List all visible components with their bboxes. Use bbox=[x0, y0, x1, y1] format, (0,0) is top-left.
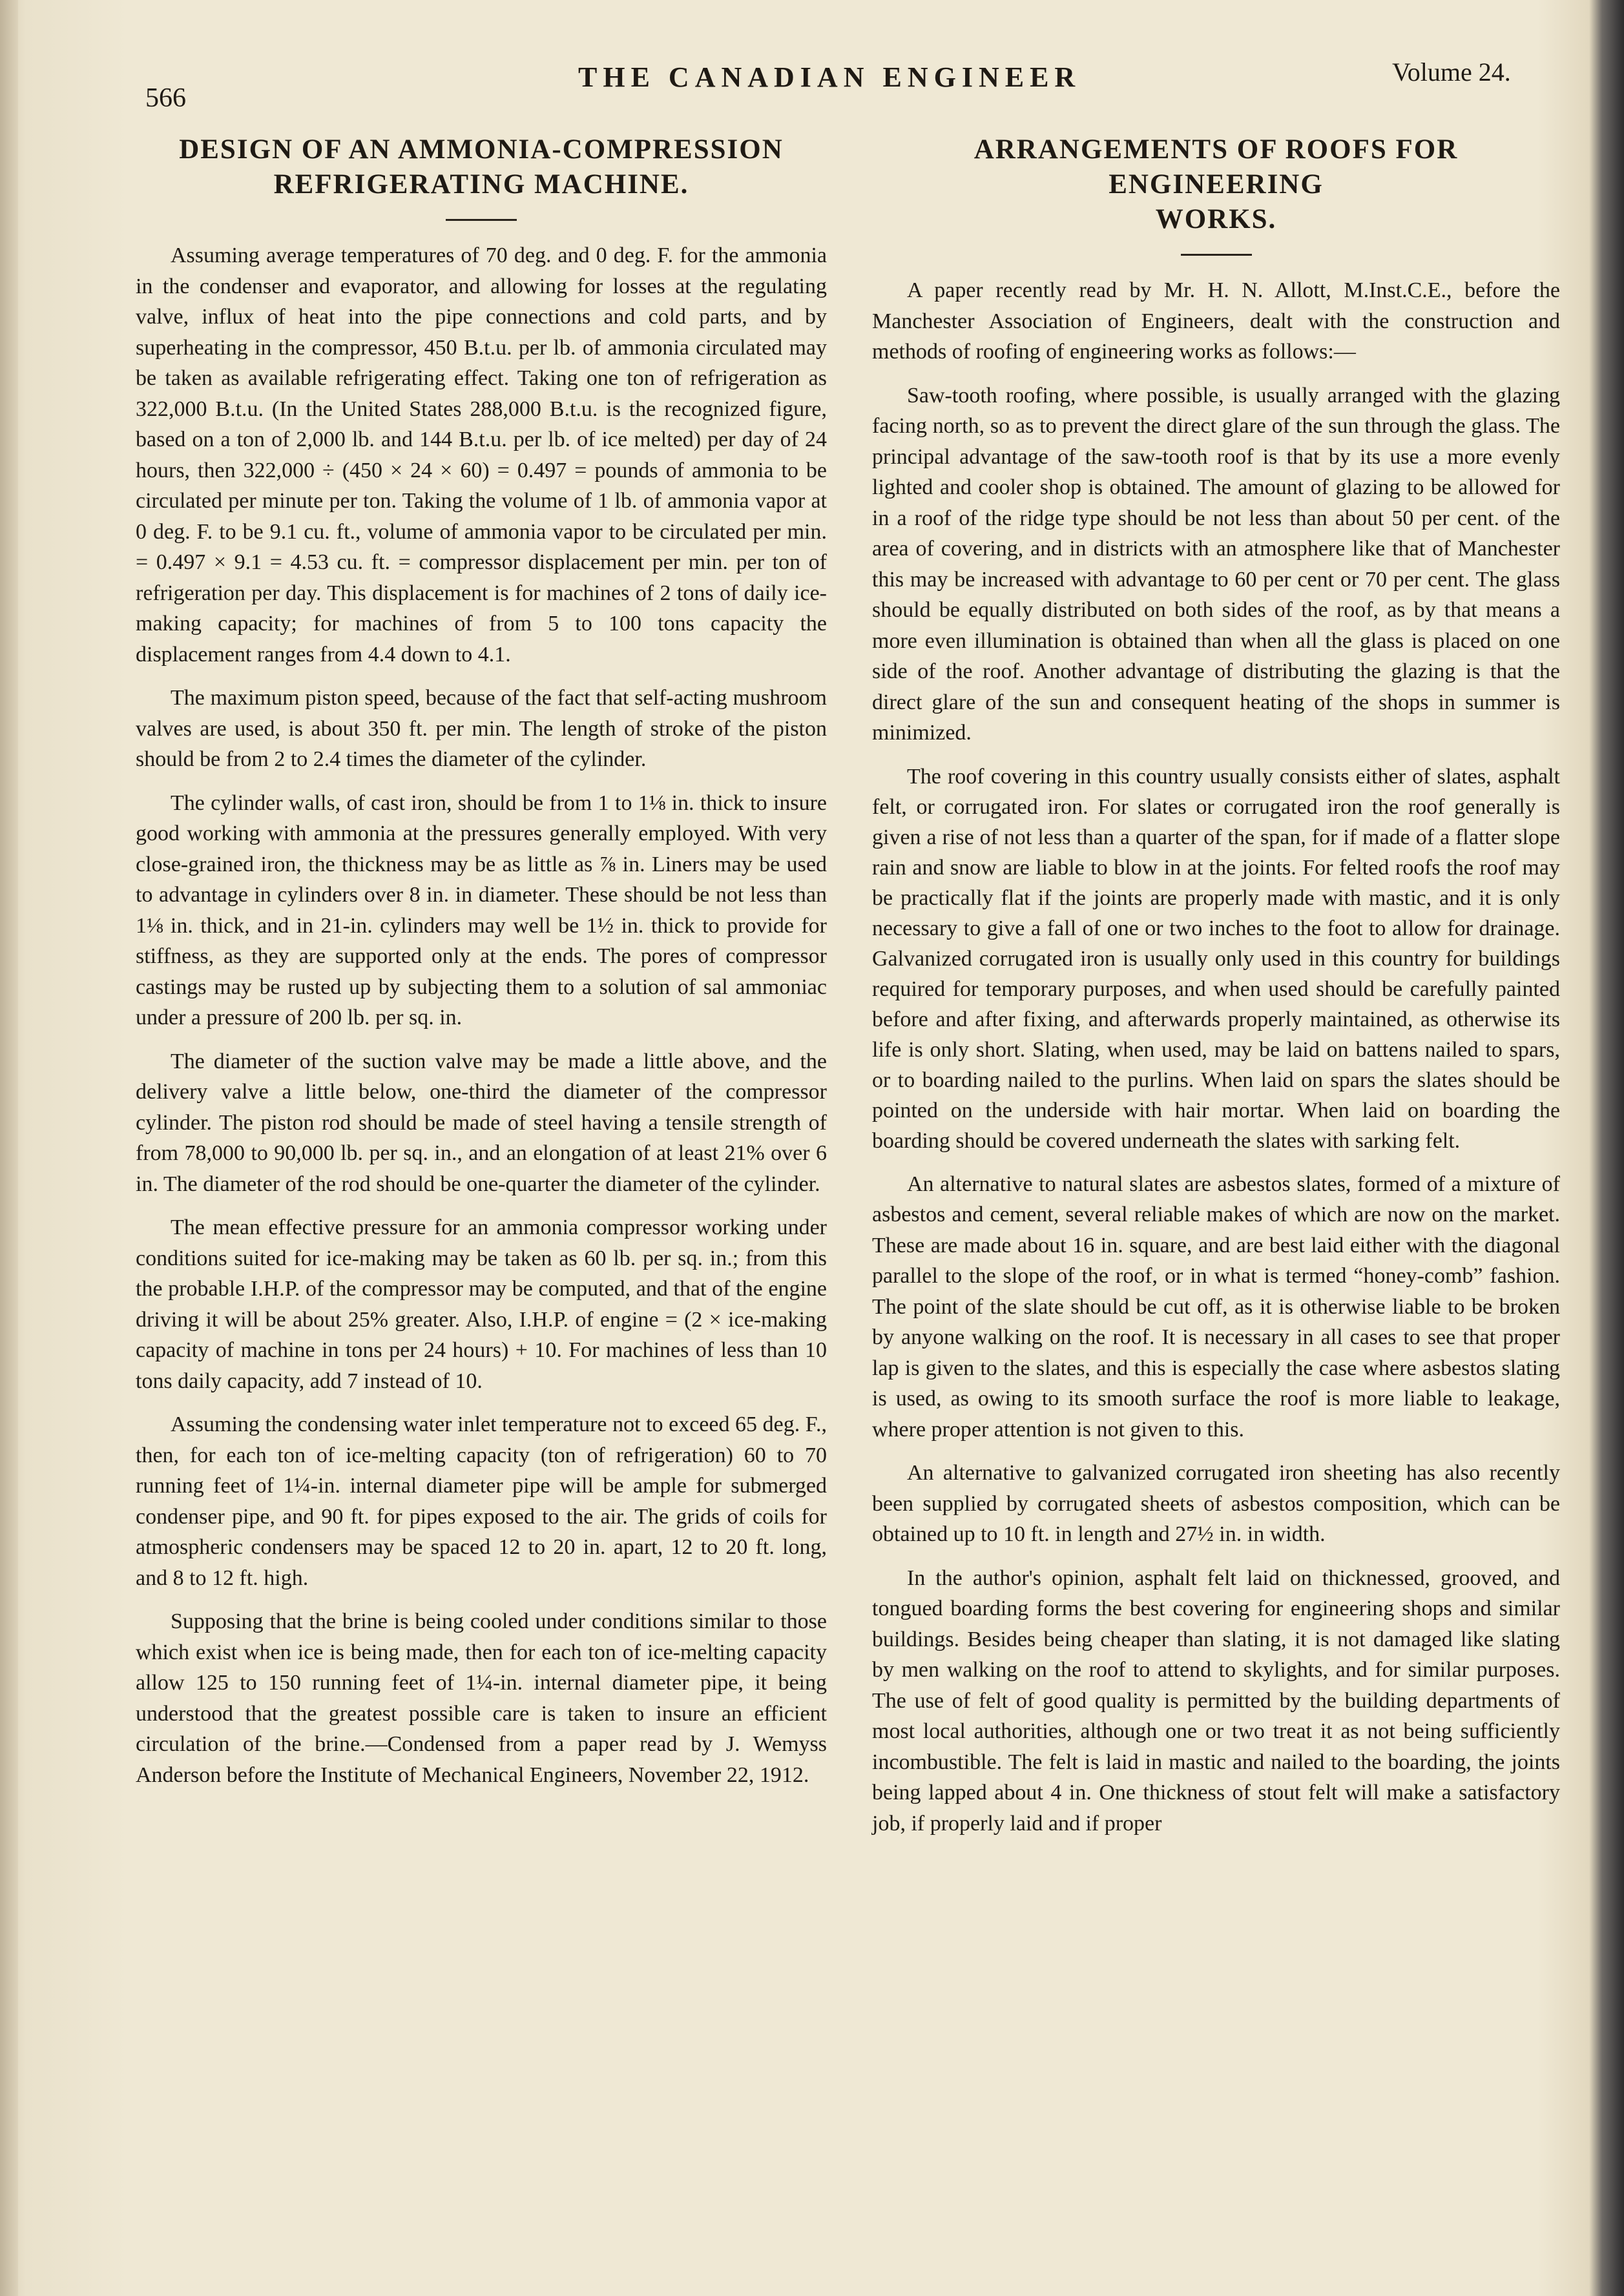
paragraph: A paper recently read by Mr. H. N. Allott, M.Inst.C.E., before the Manchester Association of Engineers, dealt with the construction and methods of roofing of engineering works as follows:— bbox=[872, 278, 1560, 364]
right-column bbox=[872, 132, 1560, 1852]
paragraph: Assuming average temperatures of 70 deg. and 0 deg. F. for the ammonia in the condenser and evaporator, and allowing for losses at the regulating valve, influx of heat into the pipe connections and cold parts, and by superheating in the compressor, 450 B.t.u. per lb. of ammonia circulated may be taken as available refrigerating effect. Taking one ton of refrigeration as 322,000 B.t.u. (In the United States 288,000 B.t.u. is the recognized figure, based on a ton of 2,000 lb. and 144 B.t.u. per lb. of ice melted) per day of 24 hours, then 322,000 ÷ (450 × 24 × 60) = 0.497 = pounds of ammonia to be circulated per minute per ton. Taking the volume of 1 lb. of ammonia vapor at 0 deg. F. to be 9.1 cu. ft., volume of ammonia vapor to be circulated per min. = 0.497 × 9.1 = 4.53 cu. ft. = compressor displacement per min. per ton of refrigeration per day. This displacement is for machines of 2 tons of daily ice-making capacity; for machines of from 5 to 100 tons capacity the displacement ranges from 4.4 down to 4.1. bbox=[136, 243, 827, 667]
journal-title: THE CANADIAN ENGINEER bbox=[578, 61, 1081, 93]
paragraph: In the author's opinion, asphalt felt laid on thicknessed, grooved, and tongued boarding forms the best covering for engineering shops and similar buildings. Besides being cheaper than slating, it is not damaged like slating by men walking on the roof to attend to skylights, and for similar purposes. The use of felt of good quality is permitted by the building departments of most local authorities, although one or two treat it as not being sufficiently incombustible. The felt is laid in mastic and nailed to the boarding, the joints being lapped about 4 in. One thickness of stout felt will make a satisfactory job, if properly laid and if proper bbox=[872, 1566, 1560, 1836]
paragraph: Assuming the condensing water inlet temperature not to exceed 65 deg. F., then, for each ton of ice-melting capacity (ton of refrigeration) 60 to 70 running feet of 1¼-in. internal diameter pipe will be ample for submerged condenser pipe, and 90 ft. for pipes exposed to the air. The grids of coils for atmospheric condensers may be spaced 12 to 20 in. apart, 12 to 20 ft. long, and 8 to 12 ft. high. bbox=[136, 1412, 827, 1590]
article-title-left bbox=[136, 132, 827, 202]
title-line: WORKS. bbox=[1155, 204, 1277, 234]
paragraph: Supposing that the brine is being cooled under conditions similar to those which exist when ice is being made, then for each ton of ice-melting capacity allow 125 to 150 running feet of 1¼-in. internal diameter pipe, it being understood that the greatest possible care is taken to insure an efficient circulation of the brine.—Condensed from a paper read by J. Wemyss Anderson before the Institute of Mechanical Engineers, November 22, 1912. bbox=[136, 1609, 827, 1787]
paragraph: The maximum piston speed, because of the fact that self-acting mushroom valves are used, is about 350 ft. per min. The length of stroke of the piston should be from 2 to 2.4 times the diameter of the cylinder. bbox=[136, 686, 827, 771]
paragraph: An alternative to natural slates are asbestos slates, formed of a mixture of asbestos and cement, several reliable makes of which are now on the market. These are made about 16 in. square, and are best laid either with the diagonal parallel to the slope of the roof, or in what is termed “honey-comb” fashion. The point of the slate should be cut off, as it is otherwise liable to be broken by anyone walking on the roof. It is necessary in all cases to see that proper lap is given to the slates, and this is especially the case where asbestos slating is used, as owing to its smooth surface the roof is more liable to leakage, where proper attention is not given to this. bbox=[872, 1172, 1560, 1442]
title-line: ARRANGEMENTS OF ROOFS FOR ENGINEERING bbox=[973, 134, 1459, 200]
title-rule bbox=[1181, 254, 1252, 256]
volume-label: Volume 24. bbox=[1392, 57, 1511, 87]
paragraph: The cylinder walls, of cast iron, should be from 1 to 1⅛ in. thick to insure good working with ammonia at the pressures generally employed. With very close-grained iron, the thickness may be as little as ⅞ in. Liners may be used to advantage in cylinders over 8 in. in diameter. These should be not less than 1⅛ in. thick, and in 21-in. cylinders may well be 1½ in. thick to provide for stiffness, as they are supported only at the ends. The pores of compressor castings may be rusted up by subjecting them to a solution of sal ammoniac under a pressure of 200 lb. per sq. in. bbox=[136, 791, 827, 1029]
article-title-right bbox=[872, 132, 1560, 237]
title-rule bbox=[446, 219, 517, 221]
paragraph: The roof covering in this country usually consists either of slates, asphalt felt, or corrugated iron. For slates or corrugated iron the roof generally is given a rise of not less than a quarter of the span, for if made of a flatter slope rain and snow are liable to blow in at the joints. For felted roofs the roof may be practically flat if the joints are properly made with mastic, and it is only necessary to give a fall of one or two inches to the foot to allow for drainage. Galvanized corrugated iron is usually only used in this country for buildings required for temporary purposes, and when used should be carefully painted before and after fixing, and afterwards properly maintained, as otherwise its life is only short. Slating, when used, may be laid on battens nailed to spars, or to boarding nailed to the purlins. When laid on spars the slates should be pointed on the underside with hair mortar. When laid on boarding the boarding should be covered underneath the slates with sarking felt. bbox=[872, 764, 1560, 1153]
paragraph: The mean effective pressure for an ammonia compressor working under conditions suited for ice-making may be taken as 60 lb. per sq. in.; from this the probable I.H.P. of the compressor may be computed, and that of the engine driving it will be about 25% greater. Also, I.H.P. of engine = (2 × ice-making capacity of machine in tons per 24 hours) + 10. For machines of less than 10 tons daily capacity, add 7 instead of 10. bbox=[136, 1215, 827, 1393]
paragraph: The diameter of the suction valve may be made a little above, and the delivery valve a little below, one-third the diameter of the compressor cylinder. The piston rod should be made of steel having a tensile strength of from 78,000 to 90,000 lb. per sq. in., and an elongation of at least 21% over 6 in. The diameter of the rod should be one-quarter the diameter of the cylinder. bbox=[136, 1049, 827, 1196]
running-header bbox=[0, 57, 1624, 113]
title-line: REFRIGERATING MACHINE. bbox=[273, 169, 689, 200]
paragraph: An alternative to galvanized corrugated iron sheeting has also recently been supplied by corrugated sheets of asbestos composition, which can be obtained up to 10 ft. in length and 27½ in. in width. bbox=[872, 1461, 1560, 1546]
binding-edge bbox=[0, 0, 18, 2296]
paragraph: Saw-tooth roofing, where possible, is usually arranged with the glazing facing north, so as to prevent the direct glare of the sun through the glass. The principal advantage of the saw-tooth roof is that by its use a more evenly lighted and cooler shop is obtained. The amount of glazing to be allowed for in a roof of the ridge type should be not less than about 50 per cent. of the area of covering, and in districts with an atmosphere like that of Manchester this may be increased with advantage to 60 per cent or 70 per cent. The glass should be equally distributed on both sides of the roof, as by that means a more even illumination is obtained than when all the glass is placed on one side of the roof. Another advantage of distributing the glazing is that the direct glare of the sun and consequent heating of the shops in summer is minimized. bbox=[872, 383, 1560, 745]
page-number: 566 bbox=[145, 83, 186, 113]
left-column bbox=[136, 132, 827, 1803]
title-line: DESIGN OF AN AMMONIA-COMPRESSION bbox=[179, 134, 784, 165]
